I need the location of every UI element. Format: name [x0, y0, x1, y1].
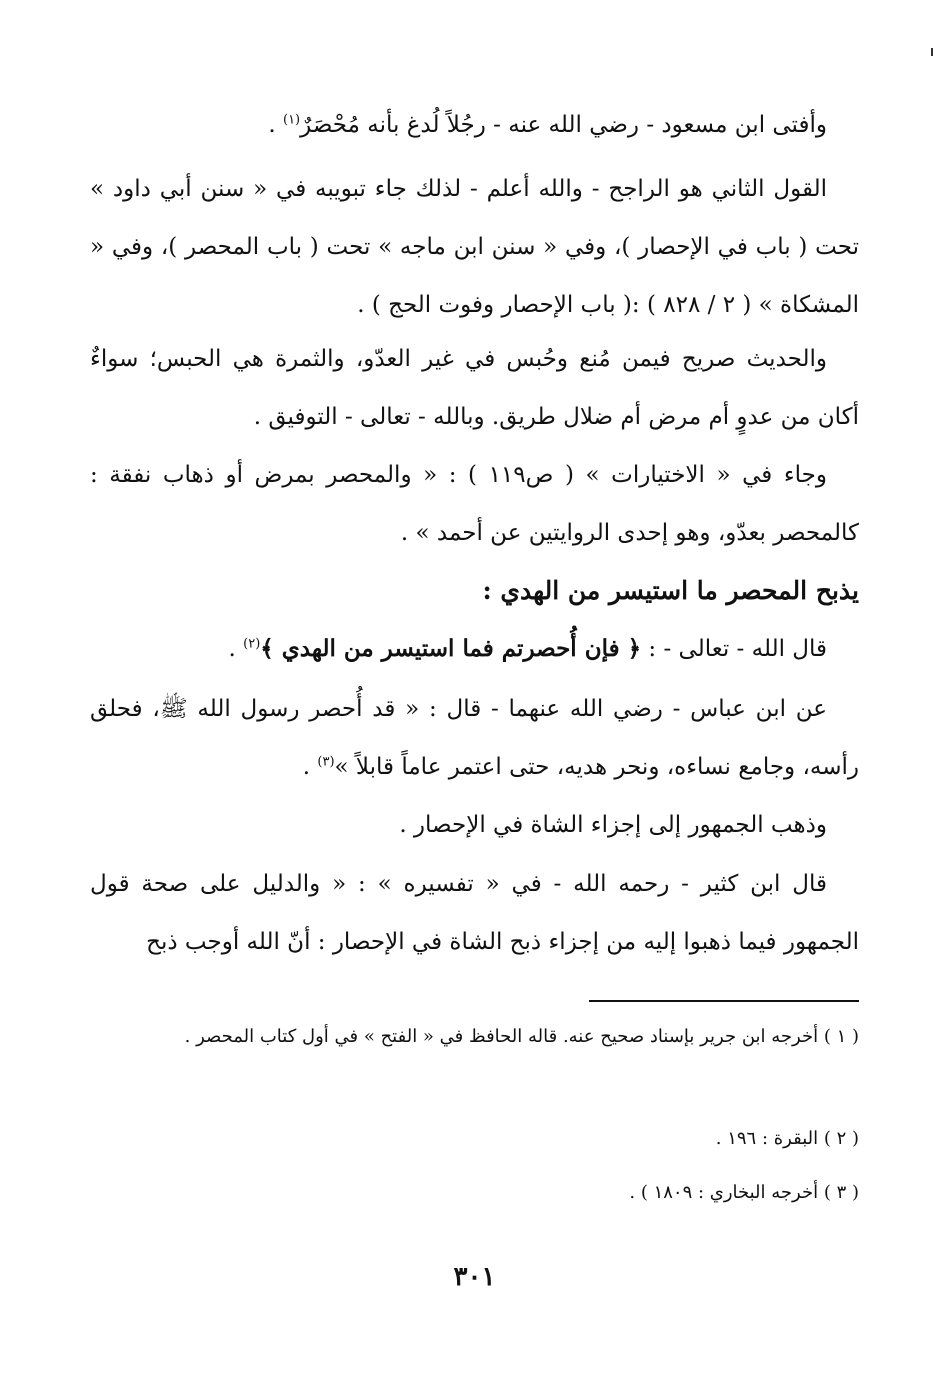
paragraph-ikhtiyarat [90, 446, 859, 562]
paragraph-second-opinion [90, 160, 859, 334]
page-number: ٣٠١ [453, 1262, 496, 1292]
paragraph-ibn-masud [90, 96, 859, 154]
footnote-ref-1[interactable]: (١) [282, 112, 301, 128]
footnote-ref-3[interactable]: (٣) [317, 754, 335, 770]
book-page [90, 0, 859, 1375]
paragraph-ibn-abbas-hadith [90, 680, 859, 796]
paragraph-ibn-kathir: قال ابن كثير - رحمه الله - في « تفسيره » : « والدليل على صحة قول الجمهور فيما ذهبوا إليه من إجزاء ذبح الشاة في الإحصار : أنّ الله أوجب ذبح [90, 871, 859, 955]
section-heading: يذبح المحصر ما استيسر من الهدي : [482, 576, 859, 605]
footnote-divider [589, 1000, 859, 1002]
quran-verse: ﴿ فإن أُحصرتم فما استيسر من الهدي ﴾ [260, 635, 642, 662]
paragraph-quran-verse [90, 620, 859, 678]
verse-tail: . [228, 636, 244, 662]
paragraph-text: وجاء في « الاختيارات » ( ص١١٩ ) : « والمحصر بمرض أو ذهاب نفقة : كالمحصر بعدّو، وهو إحدى الروايتين عن أحمد » . [90, 462, 859, 546]
paragraph-text: القول الثاني هو الراجح - والله أعلم - لذلك جاء تبويبه في « سنن أبي داود » تحت ( باب في الإحصار )، وفي « سنن ابن ماجه » تحت ( باب المحصر )، وفي « المشكاة » ( ٢ / ٨٢٨ ) :( باب الإحصار وفوت الحج ) . [90, 176, 859, 318]
paragraph-tail: . [268, 112, 283, 138]
paragraph-hadith-explanation [90, 330, 859, 446]
footnote-ref-2[interactable]: (٢) [243, 636, 261, 652]
paragraph-tail: . [302, 754, 318, 780]
paragraph-text: وأفتى ابن مسعود - رضي الله عنه - رجُلاً لُدغ بأنه مُحْصَرٌ [300, 112, 827, 138]
scan-edge-mark [931, 48, 933, 56]
footnote-2: ( ٢ ) البقرة : ١٩٦ . [715, 1128, 859, 1149]
paragraph-text: عن ابن عباس - رضي الله عنهما - قال : « قد أُحصر رسول الله ﷺ، فحلق رأسه، وجامع نساءه، ونحر هديه، حتى اعتمر عاماً قابلاً » [90, 696, 859, 780]
footnote-1: ( ١ ) أخرجه ابن جرير بإسناد صحيح عنه. قاله الحافظ في « الفتح » في أول كتاب المحصر . [184, 1026, 859, 1047]
paragraph-text: والحديث صريح فيمن مُنع وحُبس في غير العدّو، والثمرة هي الحبس؛ سواءٌ أكان من عدوٍ أم مرض أم ضلال طريق. وبالله - تعالى - التوفيق . [90, 346, 859, 430]
paragraph-jumhur: وذهب الجمهور إلى إجزاء الشاة في الإحصار . [399, 812, 827, 838]
verse-intro: قال الله - تعالى - : [641, 636, 827, 662]
footnote-3: ( ٣ ) أخرجه البخاري : ١٨٠٩ ) . [629, 1182, 859, 1203]
